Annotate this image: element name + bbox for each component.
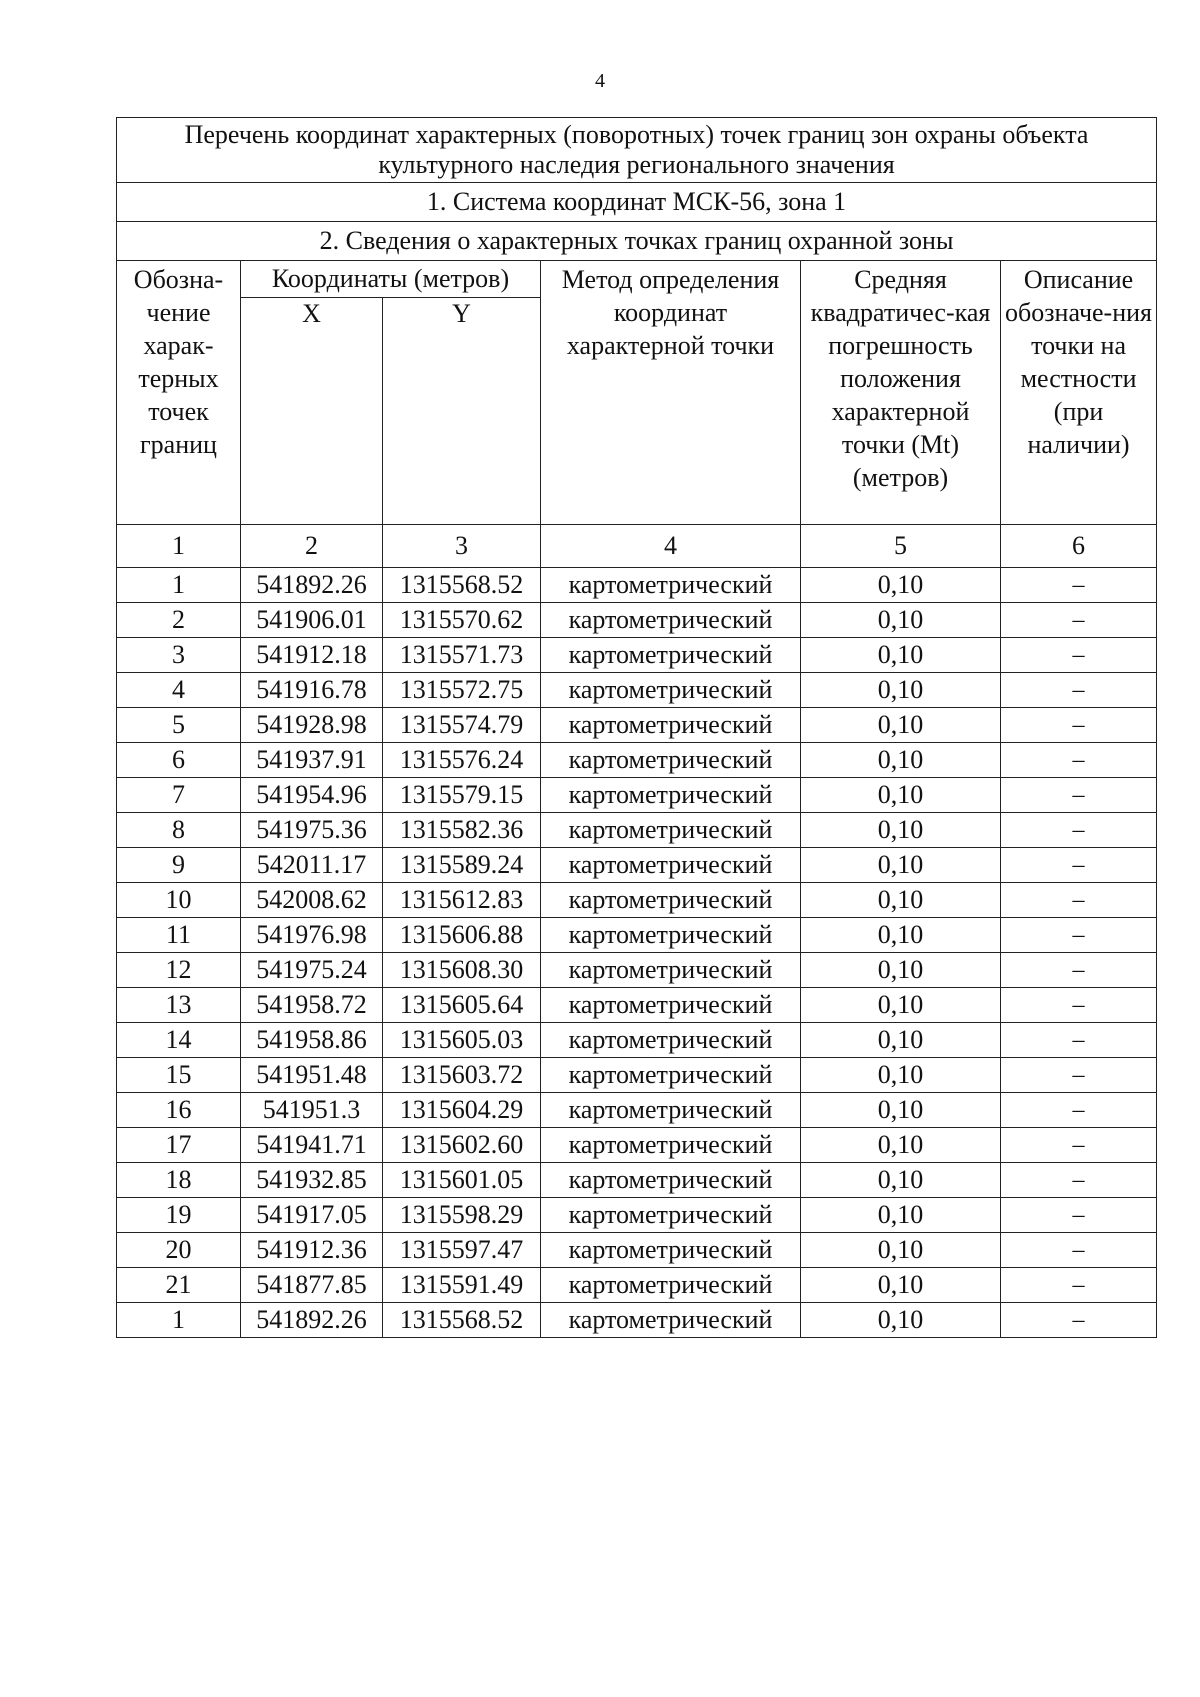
table-row [117,1058,1157,1093]
description-cell: – [1001,813,1157,848]
table-row [117,1233,1157,1268]
header-coordinates: Координаты (метров) [241,261,541,298]
column-number: 4 [541,525,801,568]
x-coordinate-cell: 542011.17 [241,848,383,883]
method-cell: картометрический [541,708,801,743]
error-cell: 0,10 [801,778,1001,813]
point-id-cell: 17 [117,1128,241,1163]
y-coordinate-cell: 1315589.24 [383,848,541,883]
description-cell: – [1001,673,1157,708]
table-row [117,1198,1157,1233]
description-cell: – [1001,953,1157,988]
y-coordinate-cell: 1315579.15 [383,778,541,813]
description-cell: – [1001,638,1157,673]
x-coordinate-cell: 541912.18 [241,638,383,673]
point-id-cell: 20 [117,1233,241,1268]
error-cell: 0,10 [801,1163,1001,1198]
point-id-cell: 18 [117,1163,241,1198]
header-y: Y [383,298,541,525]
x-coordinate-cell: 541975.24 [241,953,383,988]
method-cell: картометрический [541,918,801,953]
table-row [117,638,1157,673]
x-coordinate-cell: 541951.3 [241,1093,383,1128]
method-cell: картометрический [541,1023,801,1058]
x-coordinate-cell: 541877.85 [241,1268,383,1303]
point-id-cell: 7 [117,778,241,813]
error-cell: 0,10 [801,1268,1001,1303]
x-coordinate-cell: 541917.05 [241,1198,383,1233]
error-cell: 0,10 [801,708,1001,743]
y-coordinate-cell: 1315598.29 [383,1198,541,1233]
point-id-cell: 8 [117,813,241,848]
header-method: Метод определения координат характерной точки [541,261,801,525]
y-coordinate-cell: 1315570.62 [383,603,541,638]
table-row [117,673,1157,708]
x-coordinate-cell: 541892.26 [241,568,383,603]
table-row [117,1128,1157,1163]
point-id-cell: 13 [117,988,241,1023]
column-number: 3 [383,525,541,568]
error-cell: 0,10 [801,813,1001,848]
y-coordinate-cell: 1315604.29 [383,1093,541,1128]
y-coordinate-cell: 1315568.52 [383,1303,541,1338]
table-row [117,743,1157,778]
table-row [117,988,1157,1023]
y-coordinate-cell: 1315606.88 [383,918,541,953]
description-cell: – [1001,1268,1157,1303]
x-coordinate-cell: 541941.71 [241,1128,383,1163]
y-coordinate-cell: 1315574.79 [383,708,541,743]
error-cell: 0,10 [801,918,1001,953]
method-cell: картометрический [541,953,801,988]
table-title: Перечень координат характерных (поворотных) точек границ зон охраны объекта культурного наследия регионального значения [117,118,1157,183]
y-coordinate-cell: 1315582.36 [383,813,541,848]
point-id-cell: 12 [117,953,241,988]
column-number: 2 [241,525,383,568]
y-coordinate-cell: 1315608.30 [383,953,541,988]
x-coordinate-cell: 541912.36 [241,1233,383,1268]
table-row [117,848,1157,883]
x-coordinate-cell: 541958.72 [241,988,383,1023]
description-cell: – [1001,1058,1157,1093]
method-cell: картометрический [541,848,801,883]
description-cell: – [1001,918,1157,953]
error-cell: 0,10 [801,1058,1001,1093]
description-cell: – [1001,1163,1157,1198]
y-coordinate-cell: 1315602.60 [383,1128,541,1163]
description-cell: – [1001,1128,1157,1163]
x-coordinate-cell: 541975.36 [241,813,383,848]
description-cell: – [1001,1303,1157,1338]
y-coordinate-cell: 1315576.24 [383,743,541,778]
error-cell: 0,10 [801,1198,1001,1233]
table-row [117,1303,1157,1338]
error-cell: 0,10 [801,1128,1001,1163]
x-coordinate-cell: 541928.98 [241,708,383,743]
error-cell: 0,10 [801,1023,1001,1058]
description-cell: – [1001,1198,1157,1233]
error-cell: 0,10 [801,568,1001,603]
table-row [117,568,1157,603]
error-cell: 0,10 [801,953,1001,988]
error-cell: 0,10 [801,848,1001,883]
header-description: Описание обозначе-ния точки на местности (при наличии) [1001,261,1157,525]
description-cell: – [1001,708,1157,743]
method-cell: картометрический [541,603,801,638]
description-cell: – [1001,848,1157,883]
method-cell: картометрический [541,988,801,1023]
point-id-cell: 19 [117,1198,241,1233]
table-row [117,918,1157,953]
page-number: 4 [595,70,605,92]
description-cell: – [1001,1233,1157,1268]
method-cell: картометрический [541,568,801,603]
x-coordinate-cell: 541916.78 [241,673,383,708]
table-row [117,883,1157,918]
x-coordinate-cell: 542008.62 [241,883,383,918]
error-cell: 0,10 [801,673,1001,708]
x-coordinate-cell: 541954.96 [241,778,383,813]
point-id-cell: 1 [117,568,241,603]
table-row [117,603,1157,638]
description-cell: – [1001,988,1157,1023]
x-coordinate-cell: 541892.26 [241,1303,383,1338]
description-cell: – [1001,568,1157,603]
method-cell: картометрический [541,883,801,918]
error-cell: 0,10 [801,1093,1001,1128]
method-cell: картометрический [541,1058,801,1093]
table-row [117,708,1157,743]
column-numbers-row [117,525,1157,568]
point-id-cell: 5 [117,708,241,743]
point-id-cell: 9 [117,848,241,883]
table-row [117,1163,1157,1198]
point-id-cell: 14 [117,1023,241,1058]
method-cell: картометрический [541,743,801,778]
error-cell: 0,10 [801,603,1001,638]
y-coordinate-cell: 1315601.05 [383,1163,541,1198]
method-cell: картометрический [541,1198,801,1233]
point-id-cell: 6 [117,743,241,778]
header-error: Средняя квадратичес-кая погрешность положения характерной точки (Mt) (метров) [801,261,1001,525]
x-coordinate-cell: 541932.85 [241,1163,383,1198]
y-coordinate-cell: 1315568.52 [383,568,541,603]
description-cell: – [1001,1093,1157,1128]
y-coordinate-cell: 1315603.72 [383,1058,541,1093]
method-cell: картометрический [541,1233,801,1268]
method-cell: картометрический [541,1093,801,1128]
table-row [117,813,1157,848]
x-coordinate-cell: 541937.91 [241,743,383,778]
method-cell: картометрический [541,1128,801,1163]
header-designation: Обозна-чение харак-терных точек границ [117,261,241,525]
point-id-cell: 10 [117,883,241,918]
x-coordinate-cell: 541951.48 [241,1058,383,1093]
method-cell: картометрический [541,778,801,813]
coordinates-table [116,117,1157,1338]
y-coordinate-cell: 1315612.83 [383,883,541,918]
point-id-cell: 4 [117,673,241,708]
table-row [117,1093,1157,1128]
y-coordinate-cell: 1315572.75 [383,673,541,708]
description-cell: – [1001,883,1157,918]
method-cell: картометрический [541,673,801,708]
column-number: 1 [117,525,241,568]
table-row [117,1023,1157,1058]
y-coordinate-cell: 1315571.73 [383,638,541,673]
coordinate-system: 1. Система координат МСК-56, зона 1 [117,183,1157,222]
point-id-cell: 21 [117,1268,241,1303]
error-cell: 0,10 [801,743,1001,778]
header-x: X [241,298,383,525]
description-cell: – [1001,743,1157,778]
x-coordinate-cell: 541958.86 [241,1023,383,1058]
x-coordinate-cell: 541906.01 [241,603,383,638]
description-cell: – [1001,603,1157,638]
point-id-cell: 1 [117,1303,241,1338]
y-coordinate-cell: 1315597.47 [383,1233,541,1268]
error-cell: 0,10 [801,988,1001,1023]
error-cell: 0,10 [801,883,1001,918]
table-row [117,953,1157,988]
point-id-cell: 15 [117,1058,241,1093]
point-id-cell: 3 [117,638,241,673]
error-cell: 0,10 [801,638,1001,673]
table-row [117,1268,1157,1303]
method-cell: картометрический [541,1268,801,1303]
table-row [117,778,1157,813]
column-number: 6 [1001,525,1157,568]
method-cell: картометрический [541,813,801,848]
y-coordinate-cell: 1315591.49 [383,1268,541,1303]
error-cell: 0,10 [801,1233,1001,1268]
section-title: 2. Сведения о характерных точках границ охранной зоны [117,222,1157,261]
point-id-cell: 11 [117,918,241,953]
error-cell: 0,10 [801,1303,1001,1338]
method-cell: картометрический [541,1163,801,1198]
description-cell: – [1001,778,1157,813]
method-cell: картометрический [541,1303,801,1338]
x-coordinate-cell: 541976.98 [241,918,383,953]
y-coordinate-cell: 1315605.64 [383,988,541,1023]
column-number: 5 [801,525,1001,568]
point-id-cell: 16 [117,1093,241,1128]
y-coordinate-cell: 1315605.03 [383,1023,541,1058]
description-cell: – [1001,1023,1157,1058]
method-cell: картометрический [541,638,801,673]
point-id-cell: 2 [117,603,241,638]
